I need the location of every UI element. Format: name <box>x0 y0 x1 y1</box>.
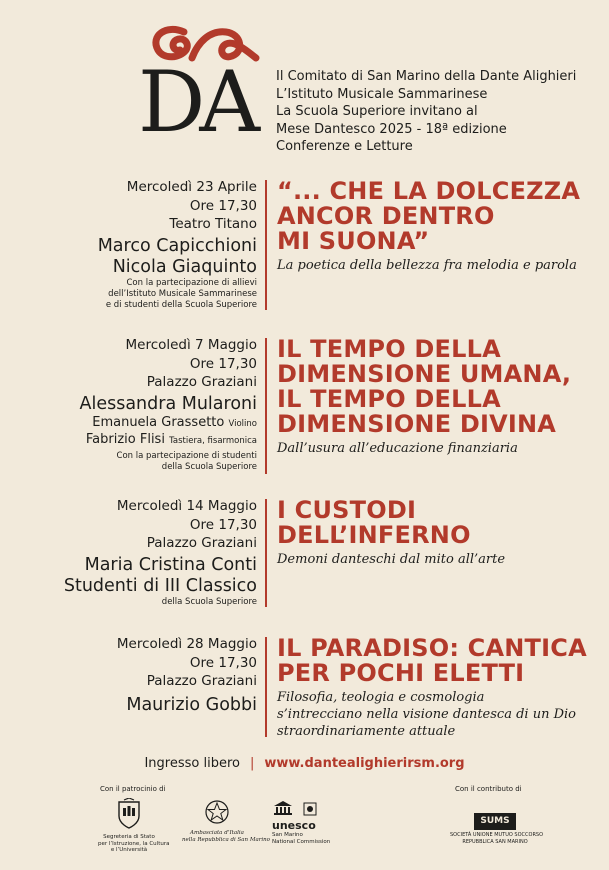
logo-monogram: DA <box>138 53 255 151</box>
intro-line: Conferenze e Letture <box>276 139 413 154</box>
event-title: IL PARADISO: CANTICA <box>277 634 587 662</box>
patron-logo-ambasciata <box>182 798 270 843</box>
event-subtitle: s’intrecciano nella visione dantesca di un Dio <box>277 707 576 722</box>
contributor-logo-sums <box>450 808 544 845</box>
event-title: ANCOR DENTRO <box>277 202 495 230</box>
patron-logo-unesco <box>272 800 332 845</box>
event-title: “... CHE LA DOLCEZZA <box>277 177 581 205</box>
event-time: Ore 17,30 <box>189 355 257 372</box>
event-venue: Palazzo Graziani <box>146 374 257 390</box>
event-time: Ore 17,30 <box>189 654 257 671</box>
event-4-content <box>277 636 587 740</box>
event-note: Con la partecipazione di studenti <box>116 450 257 461</box>
event-speaker: Maurizio Gobbi <box>126 694 257 715</box>
event-subtitle: Dall’usura all’educazione finanziaria <box>277 441 518 456</box>
patron-logo-segreteria <box>98 798 170 854</box>
dante-logo <box>138 22 256 151</box>
logo-caption: San Marino <box>272 832 303 838</box>
separator: | <box>249 756 255 771</box>
performer-role: Tastiera, fisarmonica <box>169 435 257 446</box>
event-2-divider <box>265 338 267 474</box>
performer-role: Violino <box>228 418 257 429</box>
event-subtitle: Demoni danteschi dal mito all’arte <box>277 552 506 567</box>
event-venue: Palazzo Graziani <box>146 673 257 689</box>
event-2-info <box>80 336 258 473</box>
event-note: e di studenti della Scuola Superiore <box>105 299 257 310</box>
event-subtitle: Filosofia, teologia e cosmologia <box>277 690 485 705</box>
event-performer <box>80 432 258 449</box>
event-speaker: Nicola Giaquinto <box>112 256 257 277</box>
performer-name: Emanuela Grassetto <box>92 414 225 430</box>
intro-line: Mese Dantesco 2025 - 18ª edizione <box>276 121 507 137</box>
event-speaker: Alessandra Mularoni <box>79 393 257 414</box>
event-title: IL TEMPO DELLA <box>277 335 501 363</box>
event-note: dell’Istituto Musicale Sammarinese <box>108 288 257 299</box>
national-emblem-icon <box>303 802 317 816</box>
event-note: della Scuola Superiore <box>161 461 257 472</box>
event-subtitle: La poetica della bellezza fra melodia e parola <box>277 258 577 273</box>
event-title: PER POCHI ELETTI <box>277 659 525 687</box>
event-venue: Teatro Titano <box>169 216 257 232</box>
intro-line: La Scuola Superiore invitano al <box>276 104 478 119</box>
entry-text: Ingresso libero <box>144 756 240 771</box>
event-1-content <box>277 179 580 274</box>
intro-text <box>276 68 576 156</box>
unesco-wordmark: unesco <box>272 819 316 832</box>
event-note: Con la partecipazione di allievi <box>126 277 257 288</box>
event-title: DIMENSIONE DIVINA <box>277 410 557 438</box>
performer-name: Fabrizio Flisi <box>85 431 165 447</box>
patronage-label: Con il patrocinio di <box>100 785 166 793</box>
footer-line <box>0 756 609 771</box>
logo-caption: Segreteria di Stato <box>103 834 155 840</box>
logo-caption: National Commission <box>272 838 331 845</box>
event-1-divider <box>265 180 267 310</box>
event-note: della Scuola Superiore <box>161 596 257 607</box>
website-link[interactable]: www.dantealighierirsm.org <box>264 756 465 771</box>
event-3-info <box>64 497 257 608</box>
event-time: Ore 17,30 <box>189 516 257 533</box>
sums-icon: SUMS <box>474 813 515 830</box>
event-performer <box>80 415 258 432</box>
event-date: Mercoledì 28 Maggio <box>116 636 257 652</box>
san-marino-coat-of-arms-icon <box>115 798 143 830</box>
logo-caption: SOCIETÀ UNIONE MUTUO SOCCORSO <box>450 832 544 838</box>
logo-caption: e l’Università <box>110 847 148 853</box>
logo-caption: nella Repubblica di San Marino <box>182 836 270 843</box>
italian-emblem-icon <box>203 798 231 826</box>
event-title: I CUSTODI <box>277 496 417 524</box>
event-1-info <box>98 178 257 311</box>
event-title: DELL’INFERNO <box>277 521 471 549</box>
intro-line: Il Comitato di San Marino della Dante Alighieri <box>276 69 577 84</box>
event-date: Mercoledì 7 Maggio <box>125 337 257 353</box>
event-speaker: Marco Capicchioni <box>97 235 257 256</box>
event-time: Ore 17,30 <box>189 197 257 214</box>
logo-caption: REPUBBLICA SAN MARINO <box>462 838 528 845</box>
intro-line: L’Istituto Musicale Sammarinese <box>276 86 488 102</box>
event-date: Mercoledì 23 Aprile <box>126 179 257 195</box>
logo-caption: Ambasciata d’Italia <box>190 830 244 836</box>
event-4-info <box>117 635 257 716</box>
unesco-temple-icon <box>272 800 294 816</box>
contribution-label: Con il contributo di <box>455 785 522 793</box>
event-title: DIMENSIONE UMANA, <box>277 360 572 388</box>
event-3-divider <box>265 499 267 607</box>
event-4-divider <box>265 637 267 737</box>
event-date: Mercoledì 14 Maggio <box>116 498 257 514</box>
event-venue: Palazzo Graziani <box>146 535 257 551</box>
event-speaker: Studenti di III Classico <box>63 575 257 596</box>
event-2-content <box>277 337 571 457</box>
event-subtitle: straordinariamente attuale <box>277 724 456 739</box>
logo-caption: per l’Istruzione, la Cultura <box>98 840 170 847</box>
event-3-content <box>277 498 505 568</box>
event-title: IL TEMPO DELLA <box>277 385 501 413</box>
event-title: MI SUONA” <box>277 227 430 255</box>
event-speaker: Maria Cristina Conti <box>84 554 257 575</box>
